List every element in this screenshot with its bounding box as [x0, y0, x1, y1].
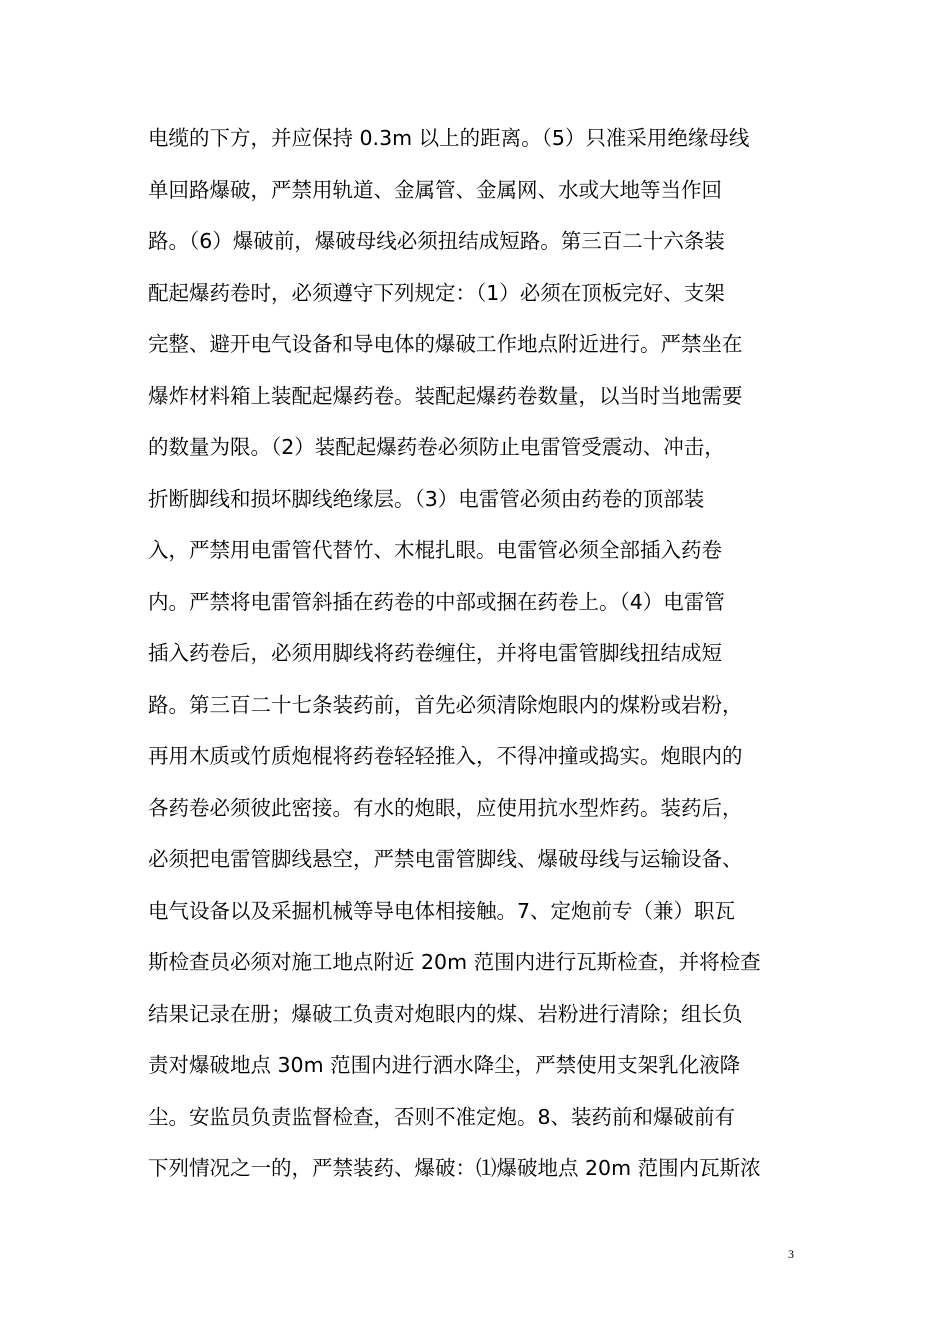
text-line: 斯检查员必须对施工地点附近 20m 范围内进行瓦斯检查，并将检查	[148, 950, 761, 974]
text-line: 折断脚线和损坏脚线绝缘层。（3）电雷管必须由药卷的顶部装	[148, 486, 705, 511]
text-line: 尘。安监员负责监督检查，否则不准定炮。8、装药前和爆破前有	[148, 1104, 736, 1129]
text-line: 必须把电雷管脚线悬空，严禁电雷管脚线、爆破母线与运输设备、	[148, 847, 743, 871]
text-line: 各药卷必须彼此密接。有水的炮眼，应使用抗水型炸药。装药后，	[148, 795, 743, 820]
text-line: 再用木质或竹质炮棍将药卷轻轻推入，不得冲撞或捣实。炮眼内的	[148, 744, 743, 768]
text-line: 的数量为限。（2）装配起爆药卷必须防止电雷管受震动、冲击，	[148, 435, 725, 459]
page-number: 3	[788, 1247, 794, 1261]
text-line: 路。第三百二十七条装药前，首先必须清除炮眼内的煤粉或岩粉，	[148, 692, 743, 717]
text-line: 单回路爆破，严禁用轨道、金属管、金属网、水或大地等当作回	[148, 177, 722, 202]
text-line: 入，严禁用电雷管代替竹、木棍扎眼。电雷管必须全部插入药卷	[148, 538, 722, 562]
text-line: 路。（6）爆破前，爆破母线必须扭结成短路。第三百二十六条装	[148, 229, 725, 253]
text-line: 下列情况之一的，严禁装药、爆破：⑴爆破地点 20m 范围内瓦斯浓	[148, 1156, 761, 1180]
text-line: 配起爆药卷时，必须遵守下列规定：（1）必须在顶板完好、支架	[148, 280, 725, 305]
text-line: 电气设备以及采掘机械等导电体相接触。7、定炮前专（兼）职瓦	[148, 898, 736, 923]
text-line: 爆炸材料箱上装配起爆药卷。装配起爆药卷数量，以当时当地需要	[148, 383, 743, 408]
text-line: 内。严禁将电雷管斜插在药卷的中部或捆在药卷上。（4）电雷管	[148, 589, 725, 614]
text-line: 插入药卷后，必须用脚线将药卷缠住，并将电雷管脚线扭结成短	[148, 641, 722, 665]
text-line: 完整、避开电气设备和导电体的爆破工作地点附近进行。严禁坐在	[148, 332, 743, 356]
body-text	[148, 115, 808, 1197]
text-line: 电缆的下方，并应保持 0.3m 以上的距离。（5）只准采用绝缘母线	[148, 126, 750, 150]
text-line: 责对爆破地点 30m 范围内进行洒水降尘，严禁使用支架乳化液降	[148, 1053, 741, 1077]
text-line: 结果记录在册；爆破工负责对炮眼内的煤、岩粉进行清除；组长负	[148, 1001, 743, 1026]
